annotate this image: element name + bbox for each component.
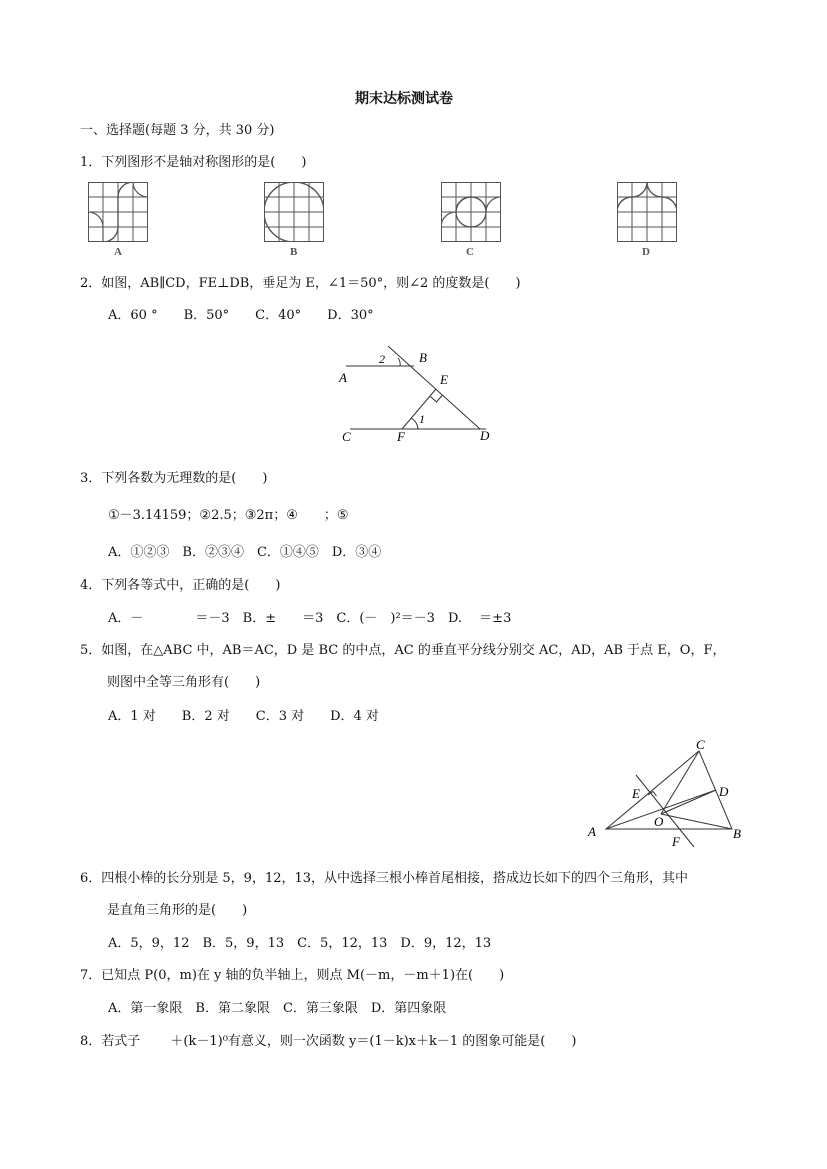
- q2-label-c: C: [342, 429, 351, 444]
- question-6-options: A．5，9，12 B．5，9，13 C．5，12，13 D．9，12，13: [108, 936, 492, 951]
- q2-label-2: 2: [379, 352, 385, 366]
- question-5-stem-cont: 则图中全等三角形有( ): [107, 675, 261, 690]
- q5-label-b: B: [733, 826, 741, 841]
- q1-label-d: D: [642, 246, 650, 258]
- question-1-stem: 1．下列图形不是轴对称图形的是( ): [80, 155, 307, 170]
- question-2-stem: 2．如图，AB∥CD，FE⊥DB，垂足为 E，∠1＝50°，则∠2 的度数是( ): [80, 276, 521, 291]
- question-5-stem: 5．如图，在△ABC 中，AB＝AC，D 是 BC 的中点，AC 的垂直平分线分别交 AC，AD，AB 于点 E，O，F，: [80, 643, 726, 658]
- q5-label-e: E: [632, 786, 640, 801]
- q2-label-d: D: [480, 428, 490, 443]
- section-heading: 一、选择题(每题 3 分，共 30 分): [80, 123, 275, 138]
- question-3-stem: 3．下列各数为无理数的是( ): [80, 471, 268, 486]
- question-4-stem: 4．下列各等式中，正确的是( ): [80, 578, 281, 593]
- question-7-stem: 7．已知点 P(0，m)在 y 轴的负半轴上，则点 M(－m，－m＋1)在( ): [80, 968, 505, 983]
- question-8-stem: 8．若式子 ＋(k－1)⁰有意义，则一次函数 y＝(1－k)x＋k－1 的图象可能是( ): [80, 1034, 577, 1049]
- q2-label-1: 1: [419, 412, 425, 426]
- q1-label-b: B: [290, 246, 298, 258]
- q1-figure-c: [441, 182, 501, 242]
- question-3-items: ①－3.14159；②2.5；③2π；④ ；⑤: [108, 508, 349, 523]
- q1-label-c: C: [466, 246, 474, 258]
- q5-label-o: O: [654, 814, 664, 829]
- q1-figure-b: [264, 182, 324, 242]
- q1-figure-d: [617, 182, 677, 242]
- q1-figure-a: [88, 182, 148, 242]
- q5-label-f: F: [672, 834, 680, 849]
- q2-label-e: E: [440, 372, 448, 387]
- question-7-options: A．第一象限 B．第二象限 C．第三象限 D．第四象限: [108, 1001, 447, 1016]
- question-6-stem: 6．四根小棒的长分别是 5，9，12，13，从中选择三根小棒首尾相接，搭成边长如下的四个三角形，其中: [80, 871, 689, 886]
- q2-figure: [330, 340, 510, 450]
- question-3-options: A．①②③ B．②③④ C．①④⑤ D．③④: [108, 545, 382, 560]
- question-5-options: A．1 对 B．2 对 C．3 对 D．4 对: [108, 709, 379, 724]
- q5-label-d: D: [719, 784, 729, 799]
- q5-label-c: C: [696, 737, 705, 752]
- q5-label-a: A: [588, 824, 596, 839]
- question-6-stem-cont: 是直角三角形的是( ): [107, 903, 248, 918]
- question-2-options: A．60 ° B．50° C．40° D．30°: [108, 308, 374, 323]
- question-4-options: A．－ ＝－3 B．± ＝3 C．(－ )²＝－3 D. ＝±3: [108, 611, 512, 626]
- q1-label-a: A: [114, 246, 122, 258]
- q2-label-a: A: [339, 370, 347, 385]
- q2-label-b: B: [419, 350, 427, 365]
- q2-label-f: F: [397, 429, 405, 444]
- q5-figure: [584, 735, 754, 850]
- page-title: 期末达标测试卷: [355, 91, 453, 107]
